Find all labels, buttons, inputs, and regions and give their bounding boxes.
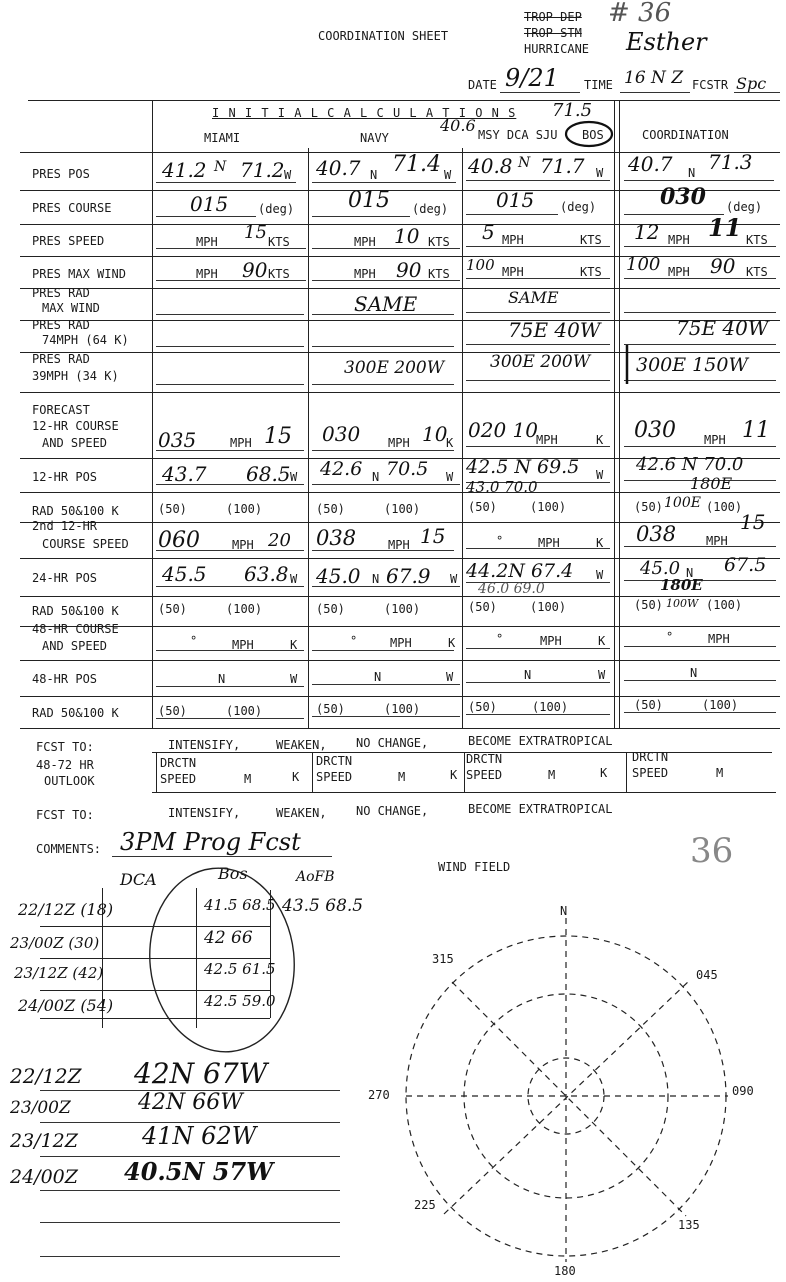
miami-outlook-drctn: DRCTN [160, 756, 197, 770]
bos-wind-mph: MPH [502, 265, 524, 279]
navy-pos24-lon: 67.9 [386, 564, 431, 588]
navy-speed: 10 [394, 224, 420, 248]
prog-col-bos: Bos [218, 864, 248, 883]
coord-rad48-50: (50) [634, 698, 663, 712]
coord-rad24-note: 100W [666, 597, 699, 610]
navy-pos-lon: 71.4 [392, 152, 441, 177]
time-label: TIME [584, 78, 613, 92]
coord-pos-lat: 40.7 [628, 152, 673, 176]
coord-mph: MPH [668, 233, 690, 247]
navy-pos12-w: W [446, 470, 454, 484]
date-label: DATE [468, 78, 497, 92]
coord-pos24-lon: 67.5 [724, 554, 767, 576]
bos-rad12-50: (50) [468, 500, 497, 514]
opt-intensify-2: INTENSIFY, [168, 806, 241, 820]
miami-pos-lon: 71.2 [240, 158, 285, 182]
coord-speed-mph: 12 [634, 220, 660, 244]
row-pres-rad-74-1: PRES RAD [32, 318, 90, 332]
prog-row-2-bos: 42 66 [204, 928, 253, 948]
navy-w: W [444, 168, 452, 182]
row-forecast-2: 12-HR COURSE [32, 419, 119, 433]
prog-row-2-time: 23/00Z (30) [10, 934, 100, 952]
opt-no-change-2: NO CHANGE, [356, 804, 429, 818]
col-bos: BOS [582, 128, 604, 142]
bos-pos12-alt: 43.0 70.0 [466, 478, 538, 496]
bos-c2-mph: MPH [538, 536, 560, 550]
coord-outlook-drctn: DRCTN [632, 750, 669, 764]
rose-label-090: 090 [732, 1084, 754, 1098]
navy-c48-deg: ° [350, 634, 358, 648]
bos-c12-k: K [596, 433, 604, 447]
navy-kts: KTS [428, 235, 450, 249]
navy-pos48-n: N [374, 670, 382, 684]
opt-weaken-2: WEAKEN, [276, 806, 327, 820]
coord-course: 030 [660, 184, 706, 210]
bos-pos24-alt: 46.0 69.0 [478, 581, 545, 597]
coord-wind-kts: KTS [746, 265, 768, 279]
list-2-time: 23/00Z [10, 1098, 71, 1118]
row-pres-course: PRES COURSE [32, 201, 112, 215]
coord-rad74: 75E 40W [676, 316, 769, 340]
navy-mph: MPH [354, 235, 376, 249]
coord-pos24-lat: 45.0 [640, 558, 681, 579]
row-forecast-1: FORECAST [32, 403, 90, 417]
miami-mph: MPH [196, 235, 218, 249]
row-pres-speed: PRES SPEED [32, 234, 105, 248]
opt-weaken: WEAKEN, [276, 738, 327, 752]
navy-rad12-50: (50) [316, 502, 345, 516]
coord-c12-mph: MPH [704, 433, 726, 447]
navy-c12-course: 030 [322, 422, 361, 446]
bos-pos12: 42.5 N 69.5 [466, 456, 580, 478]
list-3-time: 23/12Z [10, 1130, 78, 1152]
coord-pos12-note: 180E [690, 474, 733, 493]
prog-row-1-time: 22/12Z (18) [18, 900, 114, 919]
bos-mph: MPH [502, 233, 524, 247]
miami-wind-kts: KTS [268, 267, 290, 281]
bos-c48-mph: MPH [540, 634, 562, 648]
navy-wind-kts: KTS [428, 267, 450, 281]
rose-label-135: 135 [678, 1218, 700, 1232]
bos-rad74: 75E 40W [508, 318, 601, 342]
bos-wind: 100 [466, 256, 495, 274]
coord-c48-mph: MPH [708, 632, 730, 646]
row-2nd-12hr-1: 2nd 12-HR [32, 519, 98, 533]
prog-row-1-bos: 41.5 68.5 [204, 896, 276, 914]
initial-calculations-header: I N I T I A L C A L C U L A T I O N S [212, 106, 517, 120]
miami-rad24-100: (100) [226, 602, 263, 616]
miami-rad12-100: (100) [226, 502, 263, 516]
miami-c12-mph: MPH [230, 436, 252, 450]
row-pres-rad-39-2: 39MPH (34 K) [32, 369, 119, 383]
miami-wind: 90 [242, 258, 268, 282]
row-48hr-pos: 48-HR POS [32, 672, 98, 686]
navy-pos24-w: W [450, 572, 458, 586]
bos-pos-lon: 71.7 [540, 154, 585, 178]
coord-rad48-100: (100) [702, 698, 739, 712]
bos-course: 015 [496, 188, 535, 212]
navy-outlook-speed: SPEED [316, 770, 353, 784]
miami-c12-speed: 15 [264, 424, 292, 449]
miami-deg: (deg) [258, 202, 295, 216]
coord-rad24-50: (50) [634, 598, 663, 612]
coord-n: N [688, 166, 696, 180]
prog-row-1-aofb: 43.5 68.5 [282, 896, 364, 916]
row-48hr-course-2: AND SPEED [42, 639, 108, 653]
coord-rad12-100: (100) [706, 500, 743, 514]
navy-outlook-drctn: DRCTN [316, 754, 353, 768]
miami-rad24-50: (50) [158, 602, 187, 616]
row-pres-max-wind: PRES MAX WIND [32, 267, 126, 281]
navy-deg: (deg) [412, 202, 449, 216]
bos-rad12-100: (100) [530, 500, 567, 514]
rose-label-315: 315 [432, 952, 454, 966]
list-3-pos: 41N 62W [142, 1122, 257, 1150]
prog-col-dca: DCA [120, 870, 157, 889]
coord-rad12-note: 100E [664, 495, 701, 511]
navy-outlook-k: K [450, 768, 458, 782]
coord-rad12-50: (50) [634, 500, 663, 514]
fcstr-value: Spc [736, 74, 767, 93]
bos-outlook-speed: SPEED [466, 768, 503, 782]
miami-c2-course: 060 [158, 528, 200, 553]
row-forecast-3: AND SPEED [42, 436, 108, 450]
navy-pos12-lat: 42.6 [320, 458, 363, 480]
navy-n: N [370, 168, 378, 182]
sheet-number: # 36 [608, 0, 672, 28]
miami-pos24-lon: 63.8 [244, 562, 289, 586]
bos-c2-deg: ° [496, 534, 504, 548]
coord-kts: KTS [746, 233, 768, 247]
col-miami: MIAMI [204, 131, 241, 145]
bos-w: W [596, 166, 604, 180]
list-4-time: 24/00Z [10, 1166, 78, 1188]
navy-pos-lat: 40.7 [316, 156, 361, 180]
bos-c2-k: K [596, 536, 604, 550]
miami-c2-mph: MPH [232, 538, 254, 552]
bos-outlook-drctn: DRCTN [466, 752, 503, 766]
navy-c2-course: 038 [316, 526, 357, 550]
coord-c12-speed: 11 [742, 418, 770, 443]
miami-pos48-n: N [218, 672, 226, 686]
trop-stm-label: TROP STM [524, 26, 582, 40]
hurricane-label: HURRICANE [524, 42, 590, 56]
navy-pos12-n: N [372, 470, 380, 484]
row-rad-24hr: RAD 50&100 K [32, 604, 119, 618]
coord-rad39: 300E 150W [636, 354, 748, 376]
prog-col-aofb: AoFB [296, 869, 335, 885]
navy-rad-max: SAME [354, 292, 418, 316]
coord-c2-mph: MPH [706, 534, 728, 548]
bos-c48-k: K [598, 634, 606, 648]
storm-name: Esther [626, 28, 707, 56]
navy-wind-mph: MPH [354, 267, 376, 281]
row-24hr-pos: 24-HR POS [32, 571, 98, 585]
prog-row-3-time: 23/12Z (42) [14, 964, 104, 982]
bos-wind-kts: KTS [580, 265, 602, 279]
row-pres-rad-max-wind-1: PRES RAD [32, 286, 90, 300]
row-pres-rad-max-wind-2: MAX WIND [42, 301, 100, 315]
prog-row-4-bos: 42.5 59.0 [204, 992, 276, 1010]
miami-outlook-m: M [244, 772, 252, 786]
opt-intensify: INTENSIFY, [168, 738, 241, 752]
miami-wind-mph: MPH [196, 267, 218, 281]
outlook-label-2: OUTLOOK [44, 774, 95, 788]
rose-label-180: 180 [554, 1264, 576, 1278]
navy-pos48-w: W [446, 670, 454, 684]
navy-rad24-100: (100) [384, 602, 421, 616]
navy-rad24-50: (50) [316, 602, 345, 616]
coord-pos24-note: 180E [660, 576, 703, 594]
coord-wind-mph: MPH [668, 265, 690, 279]
coord-c48-deg: ° [666, 630, 674, 644]
col-navy: NAVY [360, 131, 389, 145]
row-rad-48hr: RAD 50&100 K [32, 706, 119, 720]
miami-c12-course: 035 [158, 428, 197, 452]
comments-label: COMMENTS: [36, 842, 102, 856]
prog-row-4-time: 24/00Z (54) [18, 996, 114, 1015]
bos-rad48-100: (100) [532, 700, 569, 714]
trop-dep-label: TROP DEP [524, 10, 582, 24]
miami-speed: 15 [244, 222, 267, 243]
navy-c12-k: K [446, 436, 454, 450]
miami-pos-n-hw: N [214, 159, 227, 175]
fcstr-label: FCSTR [692, 78, 729, 92]
opt-extratropical: BECOME EXTRATROPICAL [468, 734, 613, 748]
miami-c48-mph: MPH [232, 638, 254, 652]
bos-speed: 5 [482, 220, 495, 244]
bos-pos48-n: N [524, 668, 532, 682]
bos-rad24-100: (100) [530, 600, 567, 614]
row-12hr-pos: 12-HR POS [32, 470, 98, 484]
coord-c12-course: 030 [634, 418, 676, 443]
page-number: 36 [690, 831, 734, 871]
navy-c12-mph: MPH [388, 436, 410, 450]
navy-pos12-lon: 70.5 [386, 458, 429, 480]
coord-c2-course: 038 [636, 522, 677, 546]
fcst-to-label-2: FCST TO: [36, 808, 94, 822]
list-4-pos: 40.5N 57W [124, 1157, 274, 1186]
navy-course: 015 [348, 188, 390, 213]
miami-pos24-lat: 45.5 [162, 562, 207, 586]
miami-w: W [284, 168, 292, 182]
coord-pos-lon: 71.3 [708, 150, 753, 174]
bos-pos-n-hw: N [518, 155, 531, 171]
fcst-to-label: FCST TO: [36, 740, 94, 754]
miami-pos12-lat: 43.7 [162, 462, 207, 486]
row-pres-rad-74-2: 74MPH (64 K) [42, 333, 129, 347]
navy-c48-mph: MPH [390, 636, 412, 650]
bos-pos48-w: W [598, 668, 606, 682]
bos-c12: 020 10 [468, 418, 538, 442]
list-1-pos: 42N 67W [134, 1057, 268, 1090]
coord-outlook-m: M [716, 766, 724, 780]
miami-pos12-lon: 68.5 [246, 462, 291, 486]
miami-outlook-k: K [292, 770, 300, 784]
navy-outlook-m: M [398, 770, 406, 784]
row-pres-rad-39-1: PRES RAD [32, 352, 90, 366]
bos-deg: (deg) [560, 200, 597, 214]
navy-c2-mph: MPH [388, 538, 410, 552]
comments-text: 3PM Prog Fcst [120, 828, 301, 856]
bos-outlook-k: K [600, 766, 608, 780]
navy-rad48-50: (50) [316, 702, 345, 716]
list-1-time: 22/12Z [10, 1064, 82, 1088]
bos-outlook-m: M [548, 768, 556, 782]
coord-c2-speed: 15 [740, 510, 766, 534]
coord-outlook-speed: SPEED [632, 766, 669, 780]
miami-c48-deg: ° [190, 634, 198, 648]
rose-label-045: 045 [696, 968, 718, 982]
navy-c2-speed: 15 [420, 524, 446, 548]
navy-rad48-100: (100) [384, 702, 421, 716]
navy-header-note: 40.6 [440, 116, 476, 135]
bos-rad48-50: (50) [468, 700, 497, 714]
miami-pos12-w: W [290, 470, 298, 484]
coord-pos12: 42.6 N 70.0 [636, 454, 744, 475]
opt-no-change: NO CHANGE, [356, 736, 429, 750]
time-value: 16 N Z [624, 68, 684, 88]
miami-c2-speed: 20 [268, 530, 291, 551]
navy-c12-speed: 10 [422, 422, 448, 446]
coord-deg: (deg) [726, 200, 763, 214]
opt-extratropical-2: BECOME EXTRATROPICAL [468, 802, 613, 816]
coord-rad24-100: (100) [706, 598, 743, 612]
miami-outlook-speed: SPEED [160, 772, 197, 786]
bos-pos24-w: W [596, 568, 604, 582]
navy-rad39: 300E 200W [344, 358, 445, 378]
rose-label-n: N [560, 904, 568, 918]
bos-pos-lat: 40.8 [468, 154, 513, 178]
miami-course: 015 [190, 192, 229, 216]
bos-rad39: 300E 200W [490, 352, 591, 372]
coord-wind-mph-val: 100 [626, 254, 661, 275]
coord-pos48-n: N [690, 666, 698, 680]
miami-pos-lat: 41.2 [162, 158, 207, 182]
row-48hr-course-1: 48-HR COURSE [32, 622, 119, 636]
bos-kts: KTS [580, 233, 602, 247]
list-2-pos: 42N 66W [138, 1090, 243, 1115]
bos-pos12-w: W [596, 468, 604, 482]
coord-speed-kts: 11 [708, 213, 742, 242]
miami-rad48-100: (100) [226, 704, 263, 718]
coord-wind-kts-val: 90 [710, 254, 736, 278]
coord-pos24-n: N [686, 566, 694, 580]
navy-pos24-n: N [372, 572, 380, 586]
miami-rad12-50: (50) [158, 502, 187, 516]
row-pres-pos: PRES POS [32, 167, 90, 181]
date-value: 9/21 [505, 64, 559, 92]
col-msy-dca-sju: MSY DCA SJU [478, 128, 558, 142]
sheet-title: COORDINATION SHEET [318, 29, 449, 43]
bos-pos24: 44.2N 67.4 [466, 560, 574, 582]
miami-rad48-50: (50) [158, 704, 187, 718]
bos-rad24-50: (50) [468, 600, 497, 614]
wind-field-title: WIND FIELD [438, 860, 511, 874]
miami-pos24-w: W [290, 572, 298, 586]
prog-row-3-bos: 42.5 61.5 [204, 960, 276, 978]
row-2nd-12hr-2: COURSE SPEED [42, 537, 129, 551]
bos-c48-deg: ° [496, 632, 504, 646]
navy-rad12-100: (100) [384, 502, 421, 516]
miami-pos48-w: W [290, 672, 298, 686]
row-rad-12hr: RAD 50&100 K [32, 504, 119, 518]
bos-header-note: 71.5 [552, 100, 593, 121]
rose-label-225: 225 [414, 1198, 436, 1212]
miami-c48-k: K [290, 638, 298, 652]
rose-label-270: 270 [368, 1088, 390, 1102]
bos-c12-mph: MPH [536, 433, 558, 447]
outlook-label-1: 48-72 HR [36, 758, 94, 772]
bos-rad-max: SAME [508, 288, 559, 307]
navy-wind: 90 [396, 258, 422, 282]
navy-c48-k: K [448, 636, 456, 650]
col-coordination: COORDINATION [642, 128, 729, 142]
miami-kts: KTS [268, 235, 290, 249]
navy-pos24-lat: 45.0 [316, 564, 361, 588]
